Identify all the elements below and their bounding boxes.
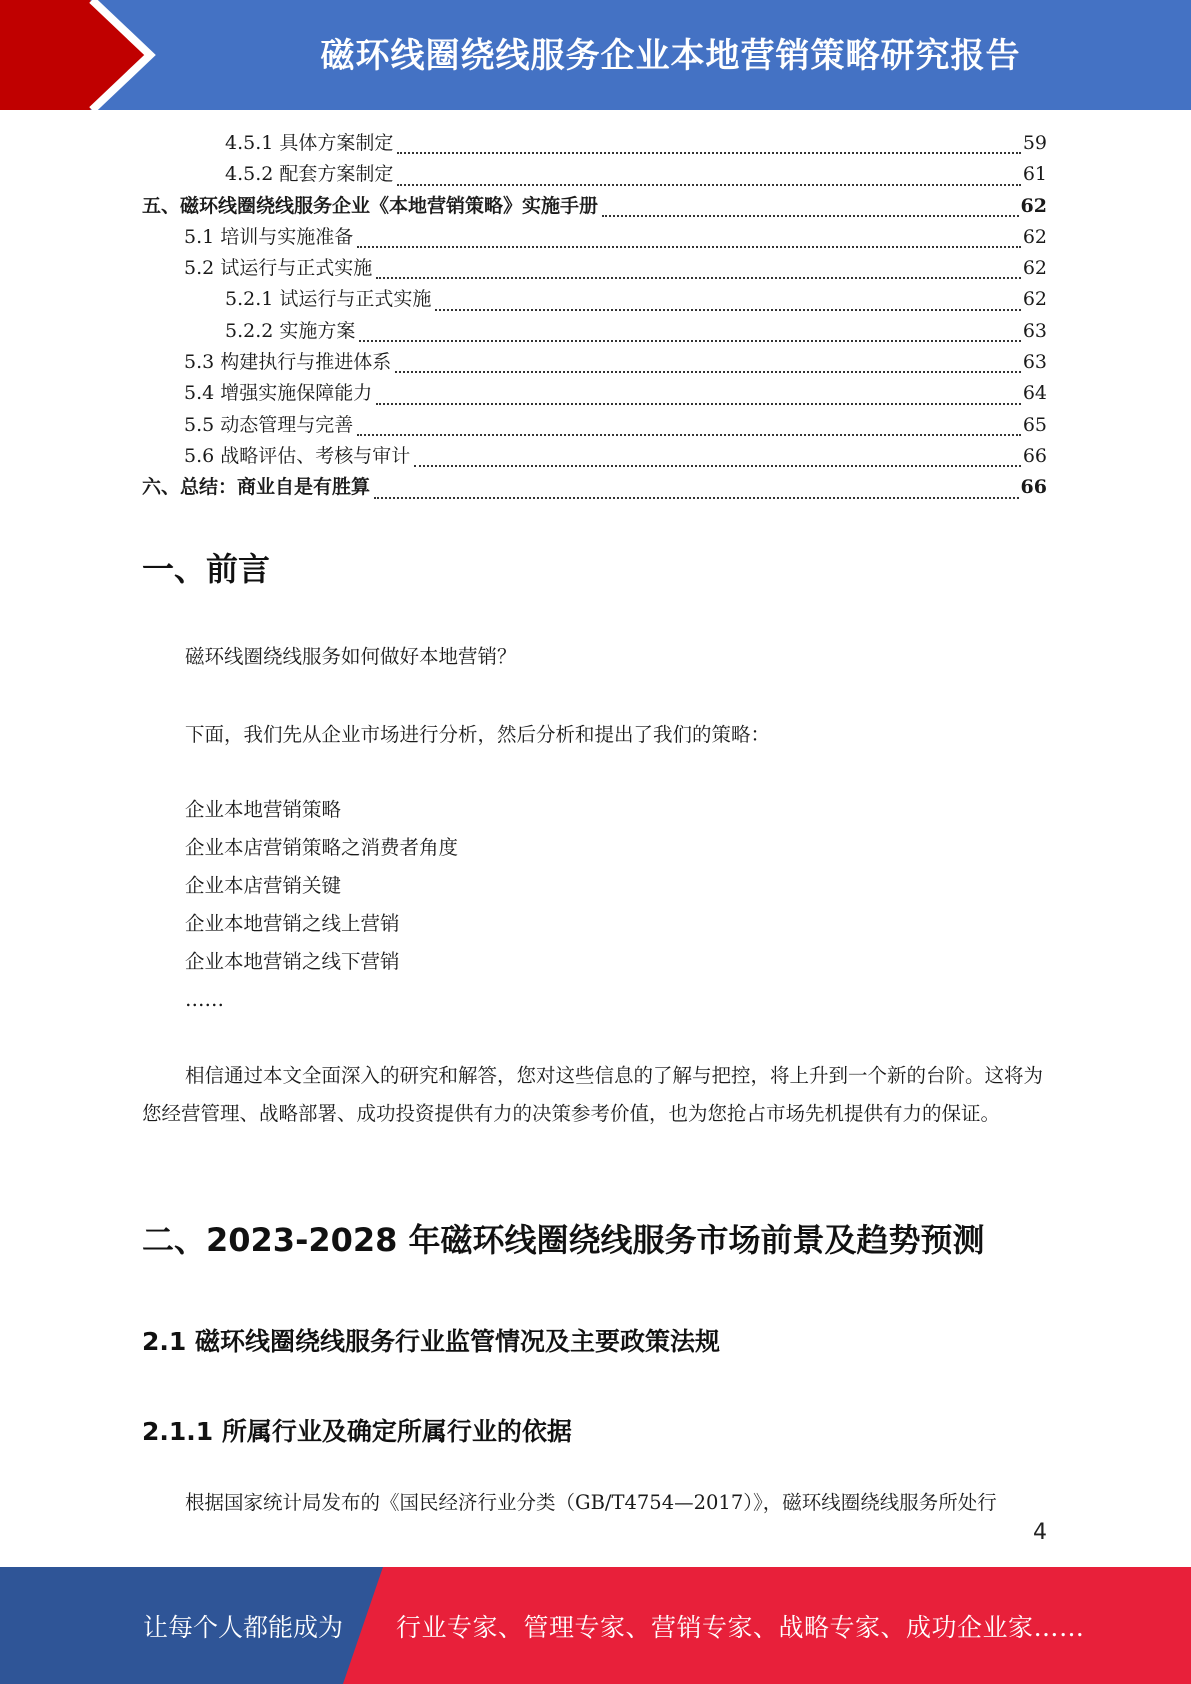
toc-entry-page: 64	[1022, 382, 1047, 405]
toc-entry[interactable]	[142, 128, 1047, 159]
toc-leader-dots	[357, 434, 1021, 436]
toc-entry[interactable]	[142, 159, 1047, 190]
toc-entry-label: 5.3 构建执行与推进体系	[184, 351, 392, 374]
preface-closing: 相信通过本文全面深入的研究和解答，您对这些信息的了解与把控，将上升到一个新的台阶。这将为您经营管理、战略部署、成功投资提供有力的决策参考价值，也为您抢占市场先机提供有力的保证。	[142, 1064, 1044, 1125]
toc-entry-label: 4.5.1 具体方案制定	[225, 132, 394, 154]
toc-entry-page: 62	[1022, 225, 1047, 248]
toc-entry[interactable]	[142, 441, 1047, 472]
toc-entry[interactable]	[142, 222, 1047, 253]
page-number: 4	[1033, 1520, 1047, 1545]
toc-entry-label: 4.5.2 配套方案制定	[225, 163, 394, 186]
toc-entry-page: 66	[1020, 476, 1047, 499]
toc-entry[interactable]	[142, 191, 1047, 222]
strategy-list	[185, 791, 458, 1019]
toc-entry-label: 5.2.1 试运行与正式实施	[225, 288, 432, 311]
footer-slogan-right: 行业专家、管理专家、营销专家、战略专家、成功企业家……	[396, 1612, 1085, 1642]
toc-leader-dots	[397, 184, 1020, 186]
header-banner	[0, 0, 1191, 110]
industry-paragraph: 根据国家统计局发布的《国民经济行业分类（GB/T4754—2017）》，磁环线圈绕线服务所处行	[185, 1491, 997, 1514]
list-item: 企业本地营销之线上营销	[185, 912, 400, 935]
toc-entry-label: 五、磁环线圈绕线服务企业《本地营销策略》实施手册	[142, 194, 599, 217]
section-heading-preface: 一、前言	[142, 550, 271, 588]
toc-leader-dots	[359, 340, 1020, 342]
toc-entry-label: 六、总结：商业自是有胜算	[142, 476, 371, 499]
toc-entry[interactable]	[142, 378, 1047, 409]
toc-entry[interactable]	[142, 347, 1047, 378]
preface-question: 磁环线圈绕线服务如何做好本地营销？	[185, 645, 517, 668]
toc-entry-page: 59	[1022, 132, 1047, 154]
toc-entry[interactable]	[142, 284, 1047, 315]
footer-slogan-left: 让每个人都能成为	[143, 1612, 344, 1642]
preface-intro: 下面，我们先从企业市场进行分析，然后分析和提出了我们的策略：	[185, 723, 771, 746]
list-item: 企业本地营销之线下营销	[185, 950, 400, 973]
section-heading-forecast: 二、2023-2028 年磁环线圈绕线服务市场前景及趋势预测	[142, 1221, 985, 1259]
report-title: 磁环线圈绕线服务企业本地营销策略研究报告	[320, 35, 1021, 76]
toc-entry-page: 66	[1022, 444, 1047, 467]
toc-entry[interactable]	[142, 253, 1047, 284]
list-item: 企业本地营销策略	[185, 798, 342, 821]
toc-leader-dots	[395, 371, 1021, 373]
toc-entry-label: 5.2 试运行与正式实施	[184, 257, 373, 280]
toc-leader-dots	[602, 215, 1019, 217]
footer-banner	[0, 1567, 1191, 1684]
toc-entry-page: 63	[1022, 351, 1047, 374]
toc-entry-page: 63	[1022, 319, 1047, 342]
list-item: 企业本店营销策略之消费者角度	[185, 836, 459, 859]
toc-entry-label: 5.6 战略评估、考核与审计	[184, 444, 411, 467]
toc-entry[interactable]	[142, 410, 1047, 441]
table-of-contents	[142, 128, 1047, 504]
toc-leader-dots	[376, 277, 1021, 279]
toc-leader-dots	[374, 497, 1019, 499]
toc-entry-label: 5.2.2 实施方案	[225, 319, 356, 342]
toc-entry-page: 62	[1022, 288, 1047, 311]
toc-entry-page: 62	[1022, 257, 1047, 280]
subsection-heading-regulation: 2.1 磁环线圈绕线服务行业监管情况及主要政策法规	[142, 1327, 720, 1356]
toc-leader-dots	[376, 403, 1021, 405]
list-item: ……	[185, 988, 224, 1011]
toc-leader-dots	[414, 465, 1021, 467]
toc-leader-dots	[357, 246, 1021, 248]
subsubsection-heading-industry: 2.1.1 所属行业及确定所属行业的依据	[142, 1417, 572, 1446]
toc-entry-page: 65	[1022, 413, 1047, 436]
list-item: 企业本店营销关键	[185, 874, 342, 897]
toc-entry-label: 5.1 培训与实施准备	[184, 225, 354, 248]
toc-leader-dots	[397, 152, 1020, 154]
chevron-arrow-icon	[0, 0, 160, 110]
toc-entry[interactable]	[142, 316, 1047, 347]
toc-entry-label: 5.4 增强实施保障能力	[184, 382, 373, 405]
toc-entry-label: 5.5 动态管理与完善	[184, 413, 354, 436]
toc-leader-dots	[435, 309, 1020, 311]
toc-entry[interactable]	[142, 472, 1047, 503]
toc-entry-page: 62	[1020, 194, 1047, 217]
toc-entry-page: 61	[1022, 163, 1047, 186]
